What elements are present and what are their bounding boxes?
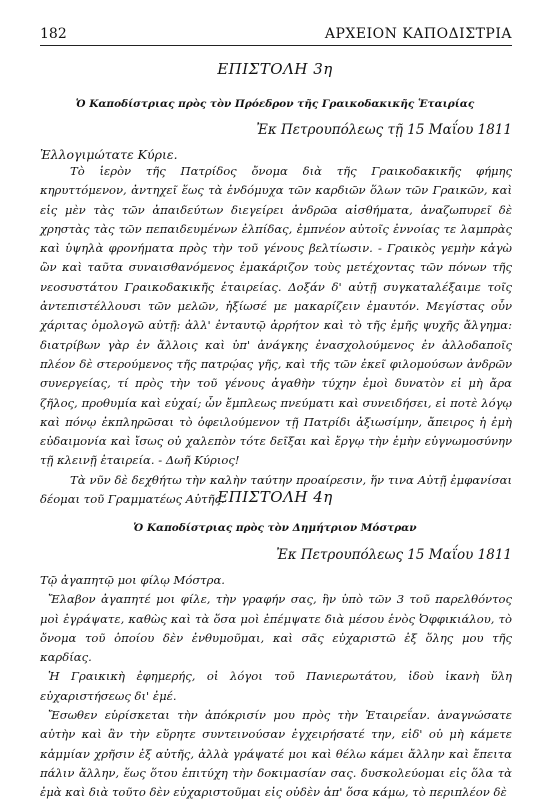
- page-header: [40, 20, 512, 46]
- header-rule: [40, 45, 512, 46]
- letter-4-salutation: Τῷ ἀγαπητῷ μοι φίλῳ Μόστρα.: [40, 573, 225, 587]
- letter-4-subtitle: Ὁ Καποδίστριας πρὸς τὸν Δημήτριον Μόστραν: [133, 522, 417, 534]
- letter-3-title: ΕΠΙΣΤΟΛΗ 3η: [217, 60, 333, 78]
- letter-3-dateline: Ἐκ Πετρουπόλεως τῇ 15 Μαΐου 1811: [256, 122, 512, 138]
- letter-3-body: [40, 162, 512, 509]
- page-number: 182: [40, 26, 67, 42]
- letter-4-paragraph-3: Ἔσωθεν εὑρίσκεται τὴν ἀπόκρισίν μου πρὸς τὴν Ἑταιρεΐαν. ἀναγνώσατε αὐτὴν καὶ ἂν τὴν εὕρητε συντεινούσαν ἐγχειρήσατέ την, εἰδ' οὐ μὴ κάμετε κἀμμίαν χρῆσιν ἐξ αὐτῆς, ἀλλὰ γράψατέ μοι καὶ θέλω κάμει ἄλλην καὶ ἔπειτα πάλιν ἄλλην, ἕως ὅτου ἐπιτύχη τὴν δοκιμασίαν σας. δυσκολεύομαι εἰς ὅλα τὰ ἐμὰ καὶ διὰ τοῦτο δὲν εὐχαριστοῦμαι εἰς οὐδὲν ἀπ' ὅσα κάμω, τὸ περιπλέον δὲ: [40, 708, 512, 800]
- letter-4-paragraph-2: Ἡ Γραικικὴ ἐφημερής, οἱ λόγοι τοῦ Πανιερωτάτου, ἰδοὺ ἱκανὴ ὕλη εὐχαριστήσεως δι' ἐμέ.: [40, 669, 512, 703]
- letter-3-paragraph-1: Τὸ ἱερὸν τῆς Πατρίδος ὄνομα διὰ τῆς Γραικοδακικῆς φήμης κηρυττόμενον, ἀντηχεῖ ἕως τὰ ἐνδόμυχα τῶν καρδιῶν ὅλων τῶν Γραικῶν, καὶ εἰς μὲν τὰς τῶν ἀπαιδεύτων διεγείρει ἀνδρῶα αἰσθήματα, ἀναζωπυρεῖ δὲ χρηστὰς τὰς τῶν πεπαιδευμένων ἐλπίδας, ἐμπνέον αὐτοῖς ἐννοίας τε λαμπρὰς καὶ ὑψηλὰ φρονήματα πρὸς τὴν τοῦ γένους βελτίωσιν. - Γραικὸς γεμὴν κἀγὼ ὢν καὶ ταῦτα συναισθανόμενος ἐμακάριζον τοὺς μετέχοντας τῶν πόνων τῆς νεοσυστάτου Γραικοδακικῆς ἑταιρείας. Δοξάν δ' αὐτῇ συγκαταλέξαιμε τοῖς ἀντεπιστέλλουσι τῶν μελῶν, ἠξίωσέ με μακαρίζειν ἐμαυτόν. Μεγίστας οὖν χάριτας ὁμολογῶ αὐτῇ: ἀλλ' ἐνταυτῷ ἀρρήτον καὶ τὸ τῆς ἐμῆς ψυχῆς ἄλγημα: διατρίβων γὰρ ἐν ἄλλοις καὶ ὑπ' ἀνάγκης ἐνασχολούμενος ἐν ἀλλοδαποῖς πλέον δὲ στερούμενος τῆς πατρῴας γῆς, καὶ τῆς τῶν ἐκεῖ φιλομούσων ἀνδρῶν συνεργείας, τί πρὸς τὴν τοῦ γένους ἀγαθὴν τύχην ἐμοὶ δυνατὸν εἰ μὴ ἄρα ζῆλος, προθυμία καὶ εὐχαί; ὧν ἔμπλεως πνεύματι καὶ συνειδήσει, εἰ ποτὲ λόγῳ καὶ πόνῳ ἐκπληρῶσαι τὸ ὀφειλούμενον τῇ Πατρίδι ἀξιωσίμην, ἄπειρος ἡ ἐμὴ εὐδαιμονία καὶ ἴσως οὐ χαλεπὸν τότε δεῖξαι καὶ ἔργῳ τὴν ἐμὴν εὐγνωμοσύνην τῇ κλεινῇ ἑταιρεία. - Δωῆ Κύριος!: [40, 164, 512, 468]
- running-head: ΑΡΧΕΙΟΝ ΚΑΠΟΔΙΣΤΡΙΑ: [324, 26, 512, 42]
- letter-4-title: ΕΠΙΣΤΟΛΗ 4η: [217, 488, 333, 506]
- letter-4-paragraph-1: Ἔλαβον ἀγαπητέ μοι φίλε, τὴν γραφήν σας, ἣν ὑπὸ τῶν 3 τοῦ παρελθόντος μοὶ ἐγράψατε, καθὼς καὶ τὰ ὅσα μοὶ ἐπέμψατε διὰ μέσου ἑνὸς Ὀφφικιάλου, τὸ ὄνομα τοῦ ὁποίου δὲν ἐνθυμοῦμαι, καὶ σᾶς εὐχαριστῶ ἐξ ὅλης μου τῆς καρδίας.: [40, 592, 512, 665]
- letter-4-dateline: Ἐκ Πετρουπόλεως 15 Μαΐου 1811: [276, 547, 512, 563]
- letter-3-salutation: Ἐλλογιμώτατε Κύριε.: [40, 147, 178, 162]
- letter-4-body: [40, 571, 512, 803]
- letter-3-paragraph-2: Τὰ νῦν δὲ δεχθήτω τὴν καλὴν ταύτην προαίρεσιν, ἥν τινα Αὐτῇ ἐμφανίσαι δέομαι τοῦ Γραμματέως Αὐτῆς.: [40, 472, 512, 507]
- letter-3-subtitle: Ὁ Καποδίστριας πρὸς τὸν Πρόεδρον τῆς Γραικοδακικῆς Ἑταιρίας: [75, 98, 475, 110]
